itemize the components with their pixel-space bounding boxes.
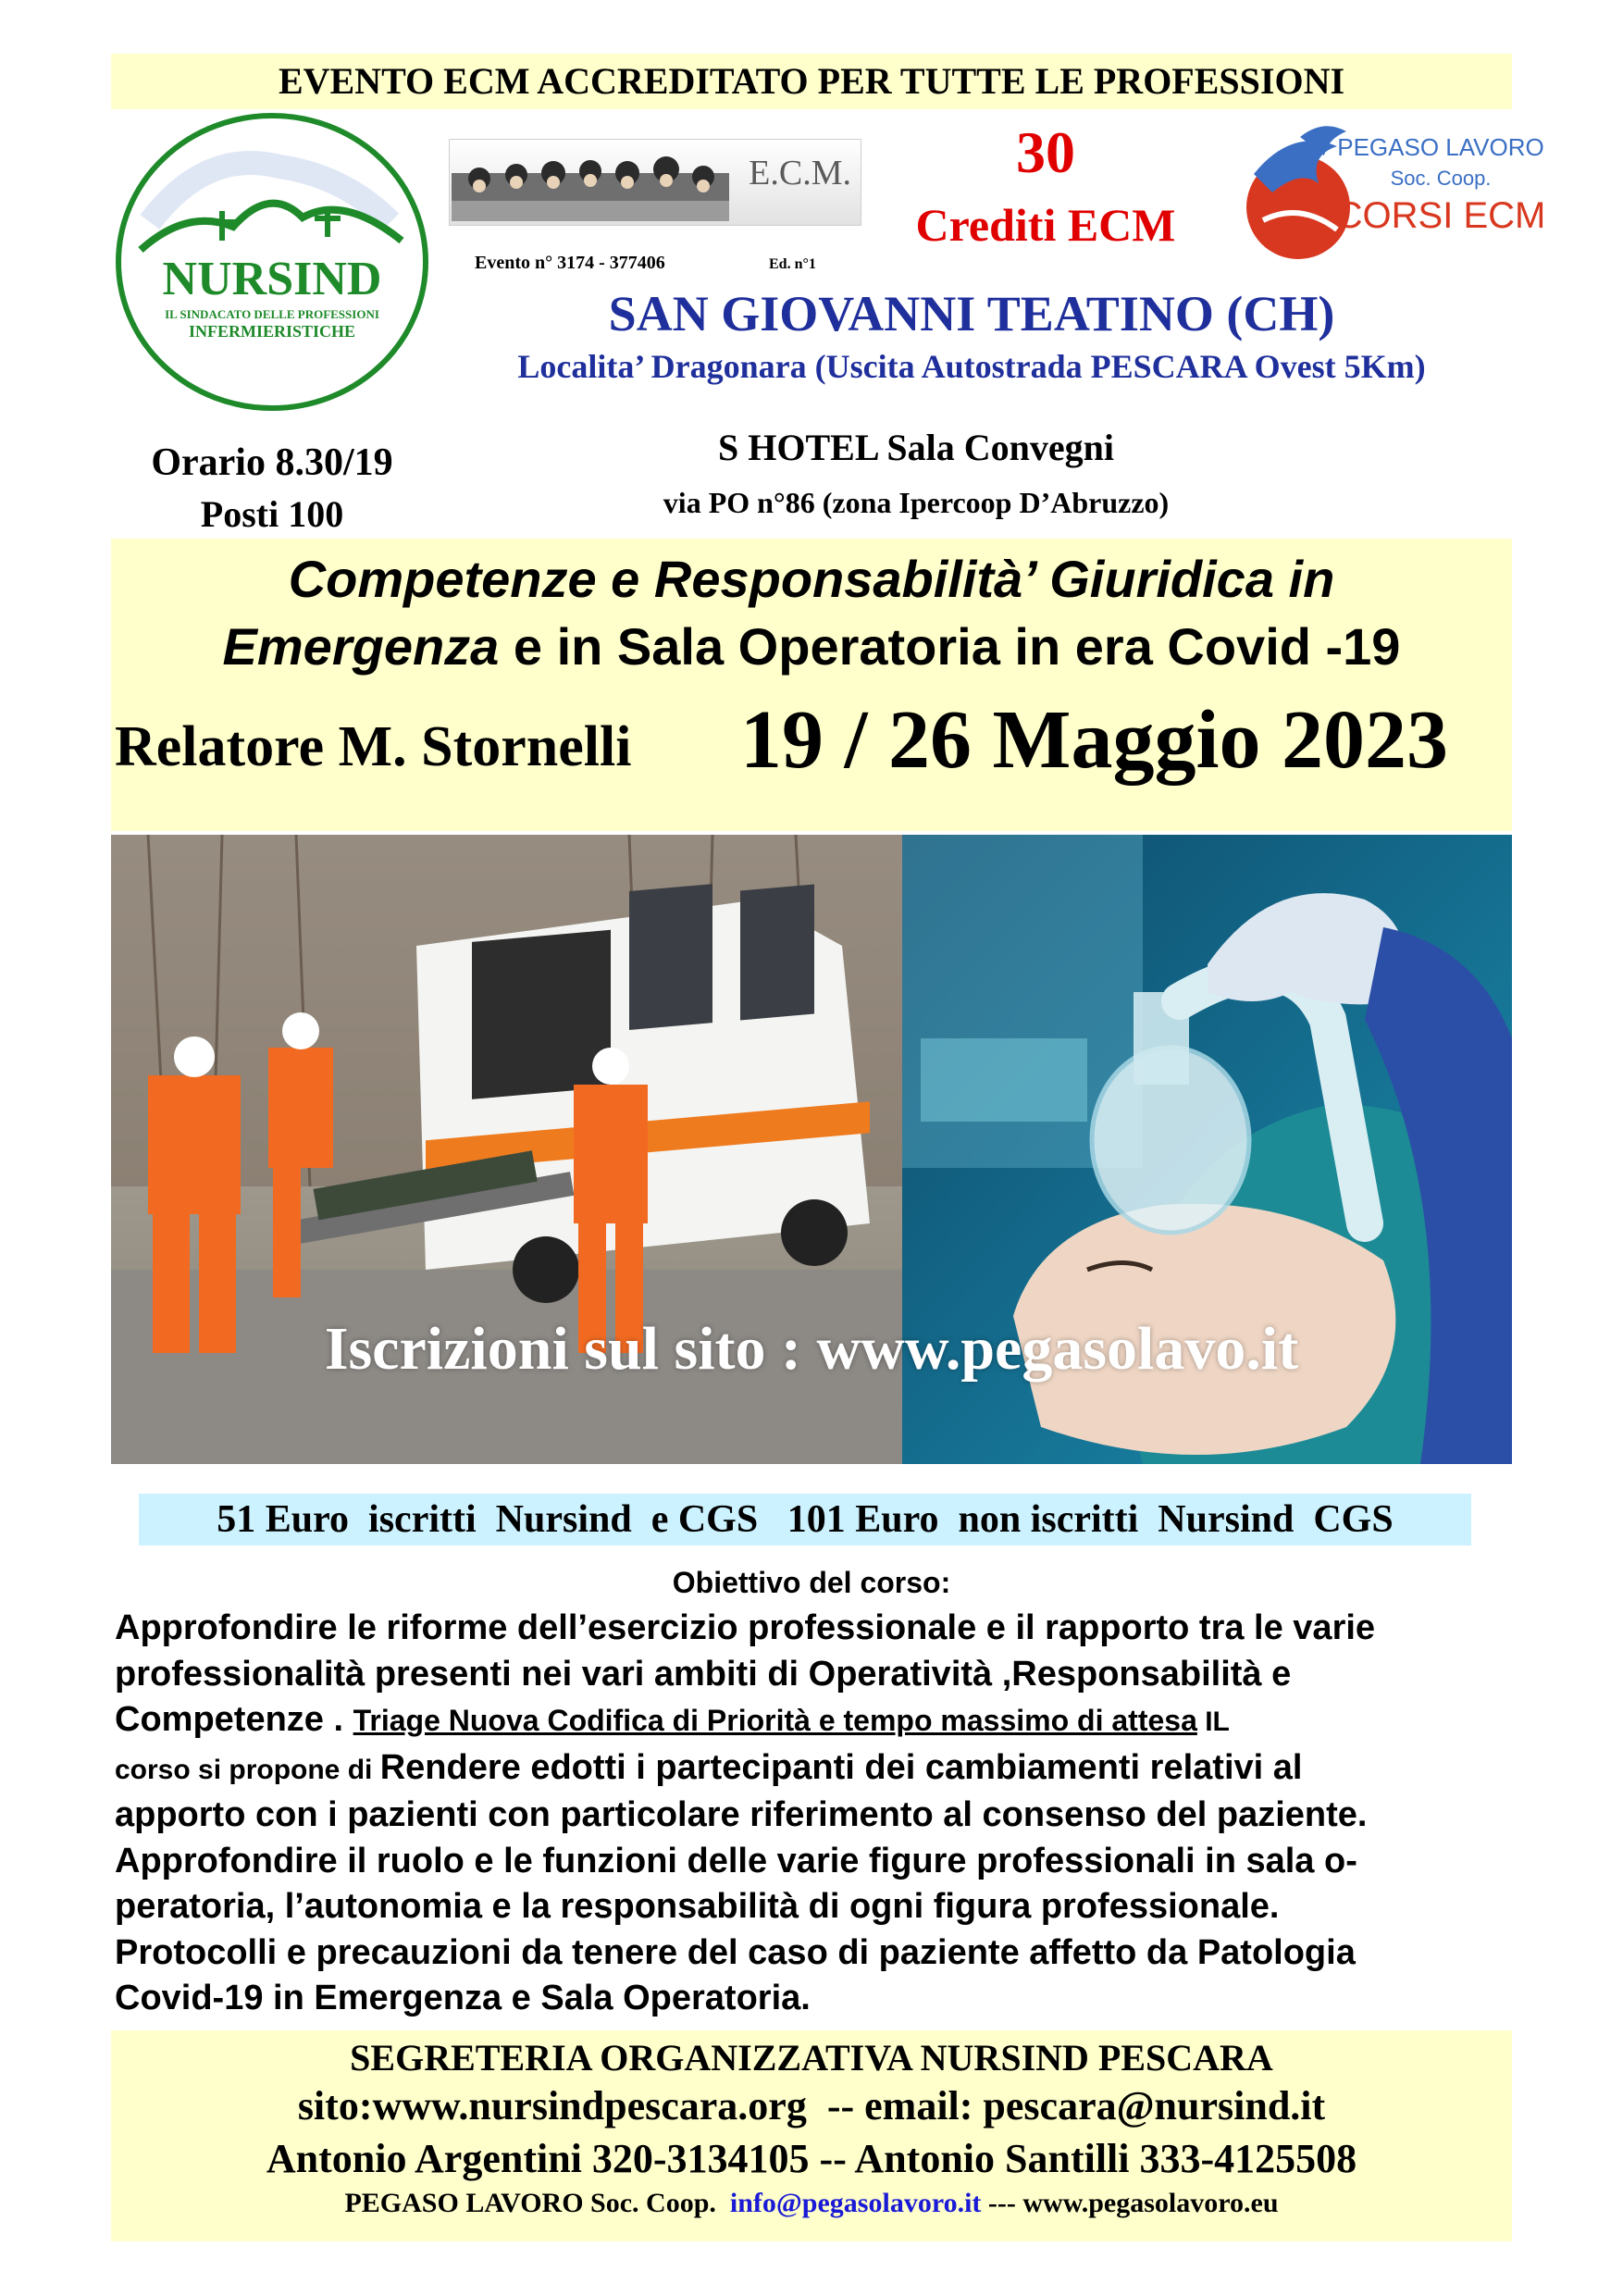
objective-line: Approfondire il ruolo e le funzioni delle varie figure professionali in sala o-	[115, 1841, 1357, 1880]
pegaso-email-link[interactable]: info@pegasolavoro.it	[729, 2188, 982, 2218]
address: via PO n°86 (zona Ipercoop D’Abruzzo)	[663, 486, 1170, 519]
posti: Posti 100	[200, 493, 344, 535]
course-title-line1: Competenze e Responsabilità’ Giuridica in	[288, 550, 1335, 608]
pegaso-name: PEGASO LAVORO Soc. Coop.	[344, 2188, 730, 2218]
objective-rendere: Rendere edotti i partecipanti dei cambiamenti relativi al	[379, 1747, 1303, 1787]
course-title-line2	[111, 616, 1512, 676]
event-date: 19 / 26 Maggio 2023	[740, 694, 1448, 786]
pegaso-logo-line2: Soc. Coop.	[1390, 167, 1492, 190]
locality: Localita’ Dragonara (Uscita Autostrada PESCARA Ovest 5Km)	[517, 348, 1426, 385]
pegaso-logo-line3: CORSI ECM	[1335, 195, 1546, 236]
objective-line: peratoria, l’autonomia e la responsabilità di ogni figura professionale.	[115, 1887, 1280, 1926]
credits-number: 30	[1016, 119, 1075, 185]
nursind-logo-tagline-1: IL SINDACATO DELLE PROFESSIONI	[165, 307, 379, 321]
price-info: 51 Euro iscritti Nursind e CGS 101 Euro non iscritti Nursind CGS	[217, 1498, 1394, 1541]
pegaso-logo-line1: PEGASO LAVORO	[1337, 133, 1544, 161]
secretariat-site	[111, 2082, 1512, 2129]
objective-line: professionalità presenti nei vari ambiti di Operatività ,Responsabilità e	[115, 1654, 1292, 1694]
objective-corso: corso si propone di	[115, 1754, 380, 1785]
objective-line	[115, 1697, 1521, 1745]
pegaso-logo	[1235, 118, 1546, 267]
course-title-emergenza: Emergenza	[222, 617, 500, 676]
credits-label: Crediti ECM	[915, 199, 1176, 251]
objective-il: IL	[1196, 1706, 1230, 1737]
evento-edition: Ed. n°1	[769, 256, 816, 272]
nursind-logo	[113, 111, 431, 413]
pegaso-site[interactable]: --- www.pegasolavoro.eu	[981, 2188, 1279, 2218]
nursind-email[interactable]: -- email: pescara@nursind.it	[806, 2083, 1326, 2128]
pegaso-footer	[111, 2188, 1512, 2219]
speaker: Relatore M. Stornelli	[115, 715, 632, 778]
ecm-people-icon	[452, 145, 729, 221]
objective-body	[115, 1606, 1521, 2022]
secretariat-contacts: Antonio Argentini 320-3134105 -- Antonio Santilli 333-4125508	[266, 2136, 1357, 2181]
hotel: S HOTEL Sala Convegni	[718, 427, 1114, 468]
objective-line: Covid-19 in Emergenza e Sala Operatoria.	[115, 1979, 811, 2017]
objective-label: Obiettivo del corso:	[672, 1566, 951, 1599]
nursind-logo-tagline-2: INFERMIERISTICHE	[188, 322, 356, 341]
ecm-label: E.C.M.	[749, 154, 851, 192]
course-title-line2-rest: e in Sala Operatoria in era Covid -19	[499, 617, 1401, 676]
objective-line: Protocolli e precauzioni da tenere del caso di paziente affetto da Patologia	[115, 1932, 1356, 1972]
ecm-image	[449, 139, 861, 226]
objective-line: apporto con i pazienti con particolare riferimento al consenso del paziente.	[115, 1795, 1368, 1834]
top-banner: EVENTO ECM ACCREDITATO PER TUTTE LE PROFESSIONI	[111, 54, 1512, 109]
triage-highlight: Triage Nuova Codifica di Priorità e tempo massimo di attesa	[353, 1704, 1197, 1737]
orario: Orario 8.30/19	[151, 441, 393, 484]
objective-line	[115, 1745, 1521, 1793]
nursind-site-link[interactable]: sito:www.nursindpescara.org	[297, 2083, 807, 2128]
objective-line: Approfondire le riforme dell’esercizio professionale e il rapporto tra le varie	[115, 1608, 1376, 1647]
secretariat-title: SEGRETERIA ORGANIZZATIVA NURSIND PESCARA	[350, 2037, 1273, 2079]
signup-website: Iscrizioni sul sito : www.pegasolavo.it	[324, 1315, 1299, 1383]
nursind-logo-name: NURSIND	[162, 253, 382, 305]
evento-number: Evento n° 3174 - 377406	[475, 253, 665, 273]
city: SAN GIOVANNI TEATINO (CH)	[608, 286, 1335, 341]
objective-competenze: Competenze .	[115, 1700, 353, 1739]
